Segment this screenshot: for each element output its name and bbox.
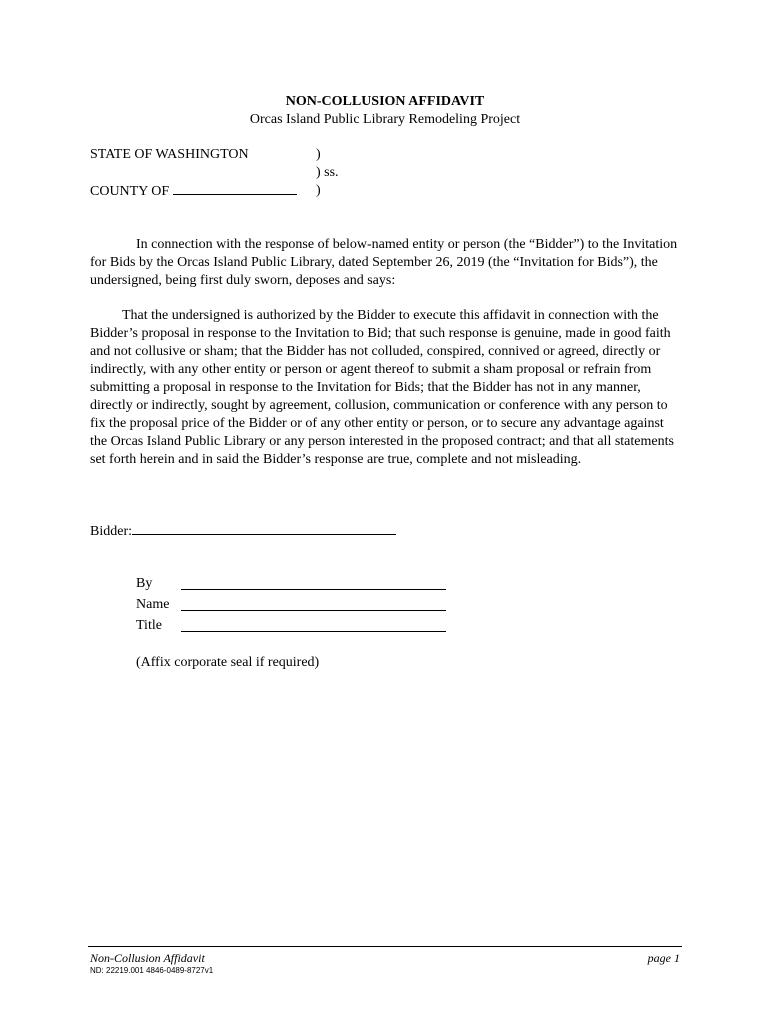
by-label: By — [136, 576, 153, 591]
footer-doc-name: Non-Collusion Affidavit — [90, 951, 205, 965]
county-blank[interactable] — [173, 182, 297, 195]
name-blank[interactable] — [181, 610, 446, 611]
paragraph-affirmation: That the undersigned is authorized by the Bidder to execute this affidavit in connection with the Bidder’s proposal in response to the Invitation to Bid; that such response is genuine, made in good faith and not collusive or sham; that the Bidder has not colluded, conspired, connived or agreed, directly or indirectly, with any other entity or person or agent thereof to submit a sham proposal or refrain from submitting a proposal in response to the Invitation for Bids; that the Bidder has not in any manner, directly or indirectly, sought by agreement, collusion, communication or conference with any person to fix the proposal price of the Bidder or of any other entity or person, or to secure any advantage against the Orcas Island Public Library or any person interested in the proposed contract; and that all statements set forth herein and in said the Bidder’s response are true, complete and not misleading. — [90, 308, 674, 467]
venue-paren-3: ) — [316, 183, 321, 198]
bidder-line — [90, 522, 396, 541]
footer-page-number: page 1 — [647, 951, 680, 965]
seal-note: (Affix corporate seal if required) — [136, 655, 320, 670]
by-blank[interactable] — [181, 589, 446, 590]
document-title: NON-COLLUSION AFFIDAVIT — [285, 94, 485, 109]
footer-doc-id: ND: 22219.001 4846-0489-8727v1 — [90, 966, 214, 975]
county-line — [90, 182, 297, 201]
title-label: Title — [136, 618, 162, 633]
venue-paren-2: ) ss. — [316, 165, 339, 180]
state-label: STATE OF WASHINGTON — [90, 147, 249, 162]
title-blank[interactable] — [181, 631, 446, 632]
paragraph-intro: In connection with the response of below-named entity or person (the “Bidder”) to the Invitation for Bids by the Orcas Island Public Library, dated September 26, 2019 (the “Invitation for Bids”), the undersigned, being first duly sworn, deposes and says: — [90, 237, 678, 288]
footer-divider — [88, 946, 682, 947]
name-label: Name — [136, 597, 170, 612]
county-label: COUNTY OF — [90, 184, 170, 199]
bidder-label: Bidder: — [90, 524, 132, 539]
document-subtitle: Orcas Island Public Library Remodeling Project — [249, 112, 521, 127]
bidder-blank[interactable] — [132, 522, 396, 535]
venue-paren-1: ) — [316, 147, 321, 162]
